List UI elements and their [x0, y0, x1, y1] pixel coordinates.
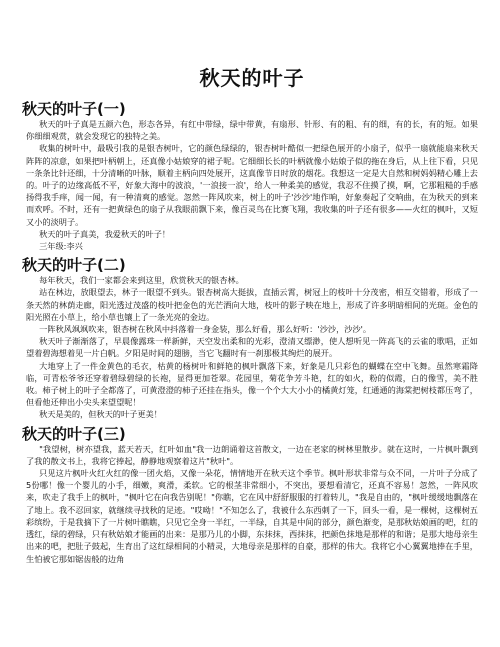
- section-1-author: 三年级:李兴: [39, 241, 83, 252]
- document-title: 秋天的叶子: [199, 66, 305, 90]
- section-2-paragraph-3: 一阵秋风飒飒吹来，银杏树在秋风中抖落着一身金装，那么好看，那么好听：'沙沙，沙沙'。: [39, 324, 372, 335]
- section-1: [22, 100, 478, 252]
- section-1-heading: 秋天的叶子(一): [22, 100, 126, 118]
- section-3-paragraph-1: "我望树，树亦望我，蓝天若天，红叶如血"我一边朗诵着这首散文，一边在老家的树林里散步。就在这时，一片枫叶飘到了我的散文书上，我将它捧起，静静地观察着这片"秋叶"。: [26, 443, 478, 466]
- section-2: [22, 256, 478, 420]
- section-1-paragraph-3: 秋天的叶子真美，我爱秋天的叶子！: [39, 228, 171, 239]
- section-2-paragraph-2: 站在林边，放眼望去，林子一眼望不到头。银杏树高大挺拔，直插云霄，树冠上的枝叶十分茂密，相互交错着，形成了一条天然的林荫走廊，阳光透过茂盛的枝叶把金色的光芒洒向大地，枝叶的影子映在地上，形成了许多明暗相间的光斑。金色的阳光照在小草上，给小草也镶上了一条光亮的金边。: [26, 287, 478, 322]
- section-2-paragraph-4: 秋天叶子渐渐落了，早晨像露珠一样新鲜，天空发出柔和的光彩，澄清又缥渺，使人想听见一阵高飞的云雀的歌唱，正如望着碧海想着见一片白帆。夕阳是时间的翅膀，当它飞翻时有一刹那极其绚烂的展开。: [26, 336, 478, 359]
- section-1-paragraph-2: 收集的树叶中，最吸引我的是银杏树叶，它的颜色绿绿的，银杏树叶酷似一把绿色展开的小扇子，似乎一扇就能扇来秋天阵阵的凉意，如果把叶柄朝上，还真像小姑娘穿的裙子呢。它细细长长的叶柄就像小姑娘子似的拖在身后，从上往下看，只见一条条比针还细，十分清晰的叶脉，顺着主柄向四处展开，这真像节日时放的烟花。我想这一定是大自然和树妈妈精心雕上去的。叶子的边缘高低不平，好象大海中的波浪，'一浪接一浪'，给人一种柔美的感觉，我忍不住摸了摸，啊，它那粗糙的手感扬得我手痒，闻一闻，有一种清爽的感觉。忽然一阵风吹来，树上的叶子'沙沙'地作响，好象奏起了交响曲，在为秋天的到来而欢呼。不时，还有一把黄绿色的扇子从我眼前飘下来，像百灵鸟在比赛飞翔，我收集的叶子还有很多——火红的枫叶，又短又小的淡明子。: [26, 143, 478, 227]
- section-2-paragraph-1: 每年秋天，我们一家都会来到这里，欣赏秋天的银杏林。: [39, 275, 244, 286]
- section-3-heading: 秋天的叶子(三): [22, 424, 126, 443]
- section-2-paragraph-5: 大地穿上了一件金黄色的毛衣，枯黄的杨树叶和鲜艳的枫叶飘落下来，好象是几只彩色的蝴蝶在空中飞舞。虽然寒霜降临，可青松爷爷还穿着碧绿碧绿的长袍，显得更加苍翠。花园里，菊花争芳斗艳，红的如火，粉的似霞，白的像雪，美不胜收。柿子树上的叶子全都落了，可黄澄澄的柿子还挂在指头，像一个个大大小小的橘黄灯笼，红通通的海棠把树枝都压弯了，但看他还伸出小尖头来望望呢！: [26, 360, 478, 408]
- section-1-paragraph-1: 秋天的叶子真是五颜六色，形态各异，有红中带绿，绿中带黄，有扇形、针形、有的粗、有的细，有的长，有的短。如果你细细观赏，就会发现它的独特之美。: [26, 119, 478, 142]
- section-2-heading: 秋天的叶子(二): [22, 256, 126, 275]
- section-2-paragraph-6: 秋天是美的，但秋天的叶子更美！: [39, 409, 162, 420]
- section-3: [22, 424, 478, 565]
- section-3-paragraph-2: 只见这片枫叶火红火红的像一团火焰，又像一朵花，情情地开在秋天这个季节。枫叶形状非常与众不同，一片叶子分成了5份哪！像一个婴儿的小手，细嫩，爽滑，柔软。它的根茎非常细小，不突出，要想看清它，还真不容易！忽然，一阵风吹来，吹走了我手上的枫叶，"枫叶它在向我告别呢！"你瞧，它在风中舒舒服服的打着转儿，"我是自由的，"枫叶缓缓地飘落在了地上。我不忍回家，就继续寻找秋的足迹。"哎呦！"不知怎么了，我被什么东西刺了一下，回头一看，是一棵树，这棵树五彩缤纷，于是我摘下了一片树叶瞧瞧，只见它全身一半红，一半绿，自其是中间的部分，颜色渐变，是那秋姑娘画的吧，红的透红，绿的碧绿，只有秋姑娘才能画的出来：是那乃儿的小脚，东抹抹，西抹抹，把颜色抹地是那样的和谐；是那大地母亲生出来的吧，把肚子鼓起，生育出了这红绿相间的小精灵，大地母亲是那样的自豪，那样的伟大。我将它小心翼翼地捧在手里，生怕被它那如锯齿般的边角: [26, 468, 478, 564]
